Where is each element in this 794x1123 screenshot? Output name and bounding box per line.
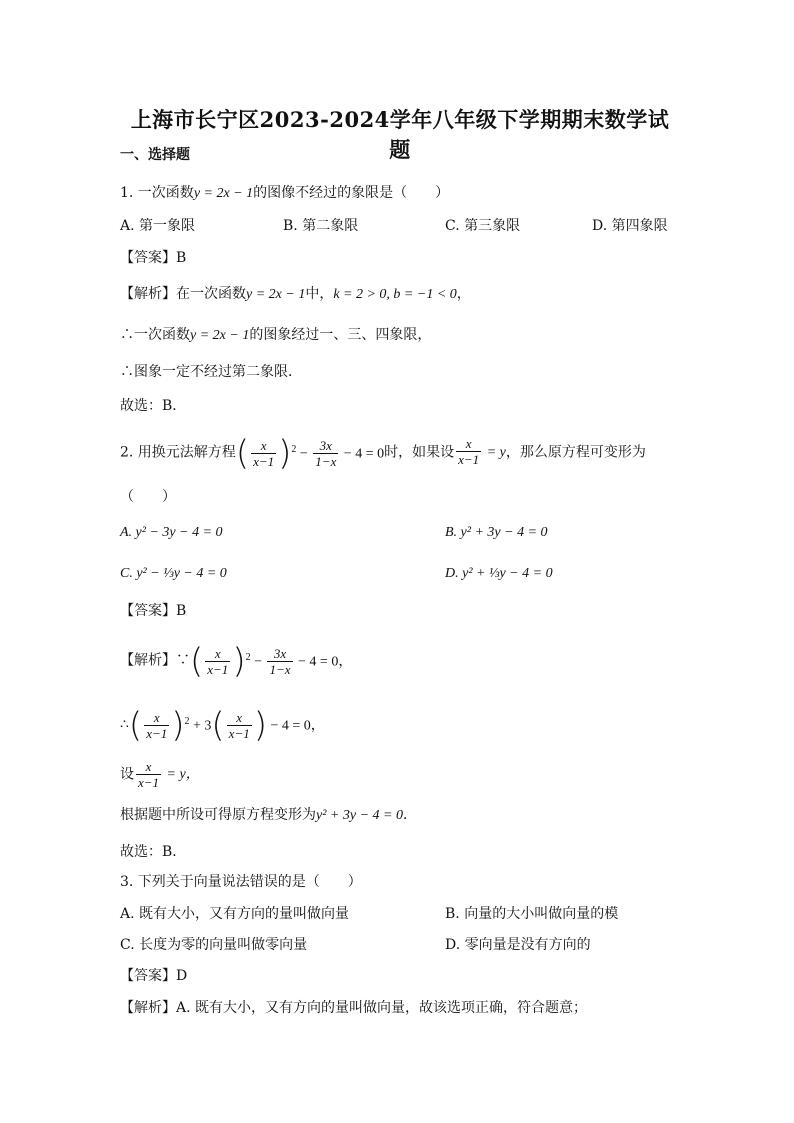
q2-equation: ( $\frac{x}{x-1}$ )$^2$ − $\frac{3x}{1-x}$ − 4 = 0 <box>235 433 385 474</box>
q2-option-b: B. y² + 3y − 4 = 0 <box>445 525 548 540</box>
q1-analysis-line-1 <box>120 284 471 305</box>
q2-conclusion-end: ． <box>402 807 417 823</box>
q1-a1-cond: k = 2 > 0, b = −1 < 0 <box>333 287 457 302</box>
q2-stem-post: ，那么原方程可变形为 <box>505 444 646 461</box>
q2-a-substitution: $\frac{x}{x-1}$ = y， <box>138 758 200 790</box>
section-heading: 一、选择题 <box>120 147 190 163</box>
q1-answer-value: B <box>176 250 187 266</box>
q1-option-a: A. 第一象限 <box>120 218 196 234</box>
q1-a1-mid: 中， <box>305 286 334 302</box>
q2-option-c: C. y² − ⅓y − 4 = 0 <box>120 566 227 581</box>
q1-a2-func: y = 2x − 1 <box>190 328 250 343</box>
q1-option-c: C. 第三象限 <box>445 218 521 234</box>
question-2-stem <box>120 428 646 477</box>
q2-conclusion-pre: 根据题中所设可得原方程变形为 <box>120 807 316 823</box>
q2-substitution: $\frac{x}{x-1}$ = y <box>458 436 506 468</box>
q1-stem-post: 的图像不经过的象限是（ ） <box>253 185 450 201</box>
q1-analysis-line-2 <box>120 325 431 346</box>
q3-a1: A. 既有大小，又有方向的量叫做向量，故该选项正确，符合题意； <box>176 1000 588 1016</box>
q3-option-b: B. 向量的大小叫做向量的模 <box>445 906 619 922</box>
q2-analysis-line-3 <box>120 754 200 795</box>
q2-a-rewritten: ( $\frac{x}{x-1}$ )$^2$ + 3( $\frac{x}{x-1}$ ) − 4 = 0， <box>128 705 325 746</box>
q1-a1-func: y = 2x − 1 <box>246 287 306 302</box>
analysis-label: 【解析】 <box>120 286 176 302</box>
q1-function: y = 2x − 1 <box>193 186 254 201</box>
q2-conclusion-eq: y² + 3y − 4 = 0 <box>316 808 403 823</box>
q1-a2-pre: ∴一次函数 <box>120 327 190 343</box>
q1-option-b: B. 第二象限 <box>283 218 359 234</box>
therefore-symbol: ∴ <box>120 716 129 733</box>
q1-option-d: D. 第四象限 <box>592 218 668 234</box>
q3-option-c: C. 长度为零的向量叫做零向量 <box>120 937 308 953</box>
q1-stem-pre: 1. 一次函数 <box>120 185 194 201</box>
q2-answer-value: B <box>176 603 187 619</box>
question-3-stem: 3. 下列关于向量说法错误的是（ ） <box>120 874 362 890</box>
page-title: 上海市长宁区2023-2024学年八年级下学期期末数学试题 <box>130 107 670 162</box>
answer-label: 【答案】 <box>120 603 176 619</box>
q1-a2-post: 的图象经过一、三、四象限， <box>249 327 432 343</box>
q1-a1-pre: 在一次函数 <box>176 286 246 302</box>
q2-option-a: A. y² − 3y − 4 = 0 <box>120 525 223 540</box>
q2-a-equation: ( $\frac{x}{x-1}$ )$^2$ − $\frac{3x}{1-x}$ − 4 = 0， <box>190 641 353 682</box>
q2-choose: 故选：B． <box>120 844 187 860</box>
q2-answer <box>120 601 186 621</box>
analysis-label: 【解析】 <box>120 1000 176 1016</box>
q1-a1-end: ， <box>456 286 471 302</box>
answer-label: 【答案】 <box>120 250 176 266</box>
q1-answer <box>120 248 186 268</box>
let-word: 设 <box>120 766 134 783</box>
q2-conclusion <box>120 805 417 826</box>
q2-option-d: D. y² + ⅓y − 4 = 0 <box>445 566 553 581</box>
q3-analysis-line-1 <box>120 998 587 1018</box>
q3-option-d: D. 零向量是没有方向的 <box>445 937 591 953</box>
q3-option-a: A. 既有大小，又有方向的量叫做向量 <box>120 906 350 922</box>
q3-answer-value: D <box>176 968 188 984</box>
q2-analysis-line-1 <box>120 636 352 685</box>
q3-answer <box>120 966 187 986</box>
question-1-stem <box>120 183 449 204</box>
analysis-label: 【解析】 <box>120 652 176 669</box>
q1-choose: 故选：B． <box>120 398 187 414</box>
q2-analysis-line-2 <box>120 700 325 749</box>
q2-stem-pre: 2. 用换元法解方程 <box>120 444 236 461</box>
q2-paren: （ ） <box>120 489 176 505</box>
answer-label: 【答案】 <box>120 968 176 984</box>
because-symbol: ∵ <box>176 652 190 669</box>
q2-stem-mid: 时，如果设 <box>384 444 455 461</box>
q1-analysis-line-3: ∴图象一定不经过第二象限． <box>120 364 302 380</box>
